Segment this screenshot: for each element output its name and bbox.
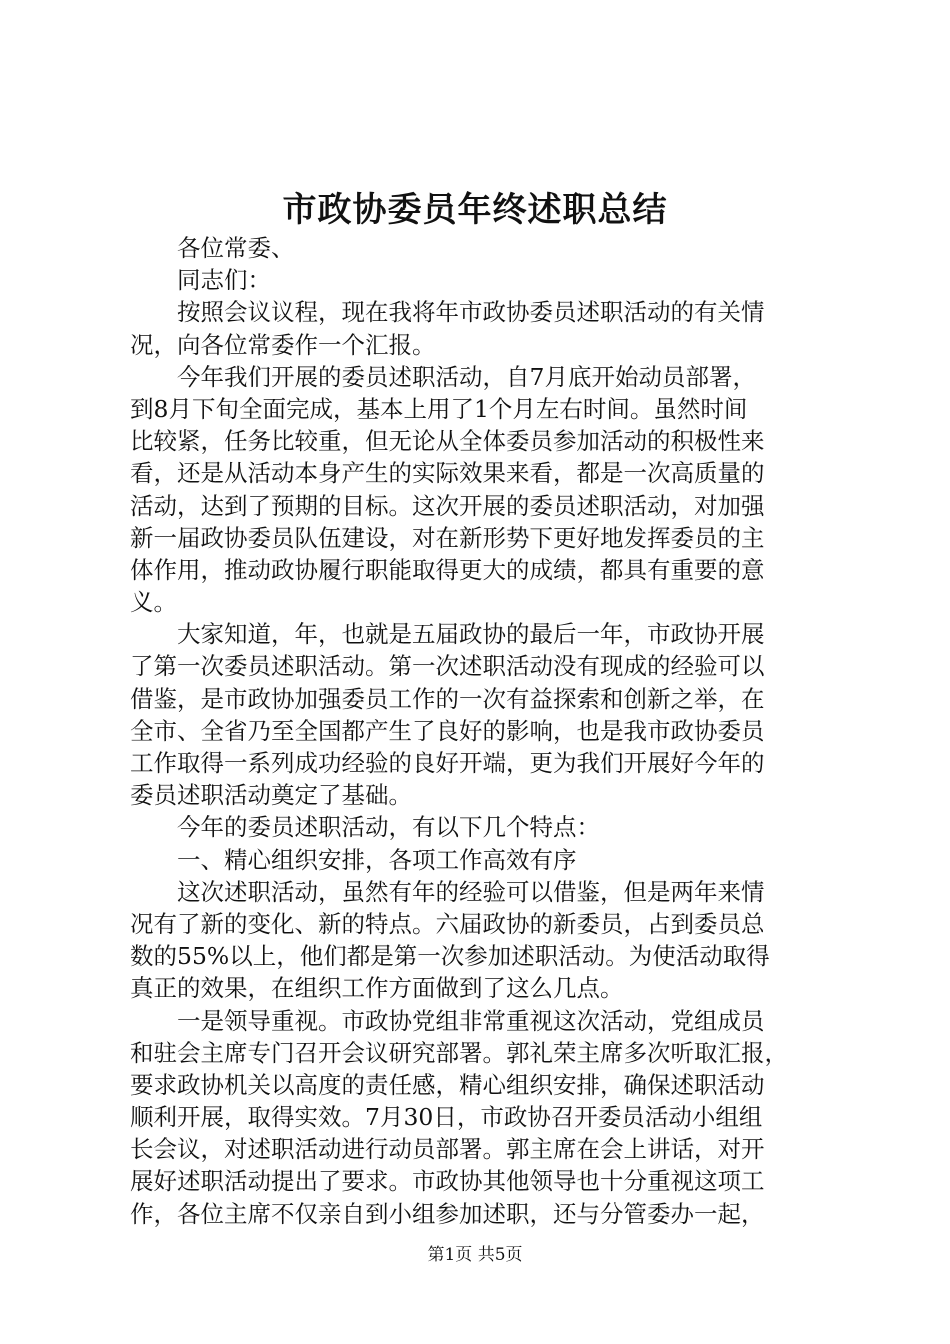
body-line: 这次述职活动，虽然有年的经验可以借鉴，但是两年来情 [177, 877, 765, 906]
body-line: 展好述职活动提出了要求。市政协其他领导也十分重视这项工 [130, 1167, 765, 1196]
body-line: 长会议，对述职活动进行动员部署。郭主席在会上讲话，对开 [130, 1135, 765, 1164]
body-line: 一、精心组织安排，各项工作高效有序 [177, 845, 577, 874]
body-line: 比较紧，任务比较重，但无论从全体委员参加活动的积极性来 [130, 427, 765, 456]
body-line: 义。 [130, 588, 177, 617]
page-footer: 第1页 共5页 [427, 1245, 523, 1265]
body-line: 况，向各位常委作一个汇报。 [130, 330, 436, 359]
document-body [130, 232, 830, 1230]
document-title: 市政协委员年终述职总结 [282, 190, 668, 230]
body-line: 作，各位主席不仅亲自到小组参加述职，还与分管委办一起， [130, 1199, 765, 1228]
body-line: 借鉴，是市政协加强委员工作的一次有益探索和创新之举，在 [130, 684, 765, 713]
body-line: 况有了新的变化、新的特点。六届政协的新委员，占到委员总 [130, 909, 765, 938]
body-line: 委员述职活动奠定了基础。 [130, 781, 412, 810]
body-line: 同志们： [177, 266, 271, 295]
body-line: 今年我们开展的委员述职活动，自7月底开始动员部署， [177, 362, 756, 391]
body-line: 各位常委、 [177, 234, 295, 262]
body-line: 活动，达到了预期的目标。这次开展的委员述职活动，对加强 [130, 491, 765, 520]
body-line: 新一届政协委员队伍建设，对在新形势下更好地发挥委员的主 [130, 523, 765, 552]
body-line: 体作用，推动政协履行职能取得更大的成绩，都具有重要的意 [130, 555, 765, 584]
body-line: 顺利开展，取得实效。7月30日，市政协召开委员活动小组组 [130, 1103, 763, 1132]
body-line: 一是领导重视。市政协党组非常重视这次活动，党组成员 [177, 1006, 765, 1035]
body-line: 全市、全省乃至全国都产生了良好的影响，也是我市政协委员 [130, 716, 765, 745]
body-line: 到8月下旬全面完成，基本上用了1个月左右时间。虽然时间 [130, 394, 748, 423]
body-line: 了第一次委员述职活动。第一次述职活动没有现成的经验可以 [130, 652, 765, 681]
body-line: 按照会议议程，现在我将年市政协委员述职活动的有关情 [177, 298, 765, 327]
body-line: 和驻会主席专门召开会议研究部署。郭礼荣主席多次听取汇报， [130, 1038, 788, 1067]
body-line: 数的55%以上，他们都是第一次参加述职活动。为使活动取得 [130, 942, 770, 971]
body-line: 今年的委员述职活动，有以下几个特点： [177, 813, 600, 842]
body-line: 工作取得一系列成功经验的良好开端，更为我们开展好今年的 [130, 749, 765, 777]
body-line: 大家知道，年，也就是五届政协的最后一年，市政协开展 [177, 620, 765, 649]
body-line: 真正的效果，在组织工作方面做到了这么几点。 [130, 974, 624, 1003]
body-line: 看，还是从活动本身产生的实际效果来看，都是一次高质量的 [130, 459, 765, 488]
body-line: 要求政协机关以高度的责任感，精心组织安排，确保述职活动 [130, 1070, 765, 1099]
